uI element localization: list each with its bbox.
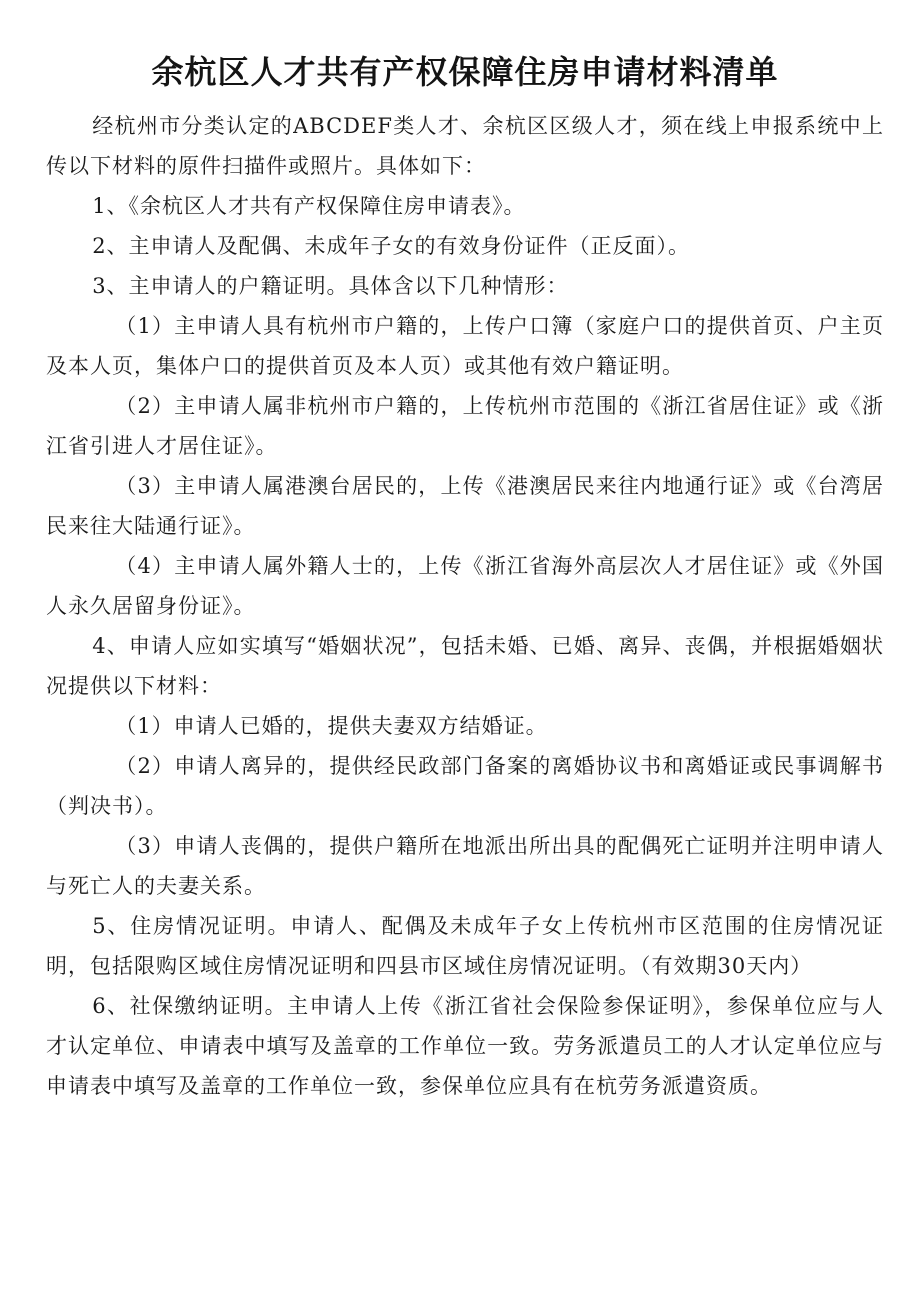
item-4-sub-3-paragraph: （3）申请人丧偶的，提供户籍所在地派出所出具的配偶死亡证明并注明申请人与死亡人的夫妻关系。 [46,834,884,898]
item-3-sub-3-paragraph: （3）主申请人属港澳台居民的，上传《港澳居民来往内地通行证》或《台湾居民来往大陆通行证》。 [46,474,884,538]
document-page [46,50,884,1106]
item-3-sub-1-paragraph: （1）主申请人具有杭州市户籍的，上传户口簿（家庭户口的提供首页、户主页及本人页，集体户口的提供首页及本人页）或其他有效户籍证明。 [46,314,884,378]
item-4-sub-2-paragraph: （2）申请人离异的，提供经民政部门备案的离婚协议书和离婚证或民事调解书（判决书）。 [46,754,884,818]
item-3-sub-4-paragraph: （4）主申请人属外籍人士的，上传《浙江省海外高层次人才居住证》或《外国人永久居留身份证》。 [46,554,884,618]
item-1-paragraph: 1、《余杭区人才共有产权保障住房申请表》。 [92,194,526,218]
item-3-sub-2-paragraph: （2）主申请人属非杭州市户籍的，上传杭州市范围的《浙江省居住证》或《浙江省引进人才居住证》。 [46,394,884,458]
item-6-paragraph: 6、社保缴纳证明。主申请人上传《浙江省社会保险参保证明》，参保单位应与人才认定单位、申请表中填写及盖章的工作单位一致。劳务派遣员工的人才认定单位应与申请表中填写及盖章的工作单位一致，参保单位应具有在杭劳务派遣资质。 [46,994,884,1098]
item-5-paragraph: 5、住房情况证明。申请人、配偶及未成年子女上传杭州市区范围的住房情况证明，包括限购区域住房情况证明和四县市区域住房情况证明。（有效期30天内） [46,914,884,978]
item-4-paragraph: 4、申请人应如实填写“婚姻状况”，包括未婚、已婚、离异、丧偶，并根据婚姻状况提供以下材料： [46,634,884,698]
intro-paragraph: 经杭州市分类认定的ABCDEF类人才、余杭区区级人才，须在线上申报系统中上传以下材料的原件扫描件或照片。具体如下： [46,114,884,178]
item-2-paragraph: 2、主申请人及配偶、未成年子女的有效身份证件（正反面）。 [92,234,691,258]
item-3-paragraph: 3、主申请人的户籍证明。具体含以下几种情形： [92,274,569,298]
item-4-sub-1-paragraph: （1）申请人已婚的，提供夫妻双方结婚证。 [115,714,548,738]
document-title: 余杭区人才共有产权保障住房申请材料清单 [151,53,779,91]
